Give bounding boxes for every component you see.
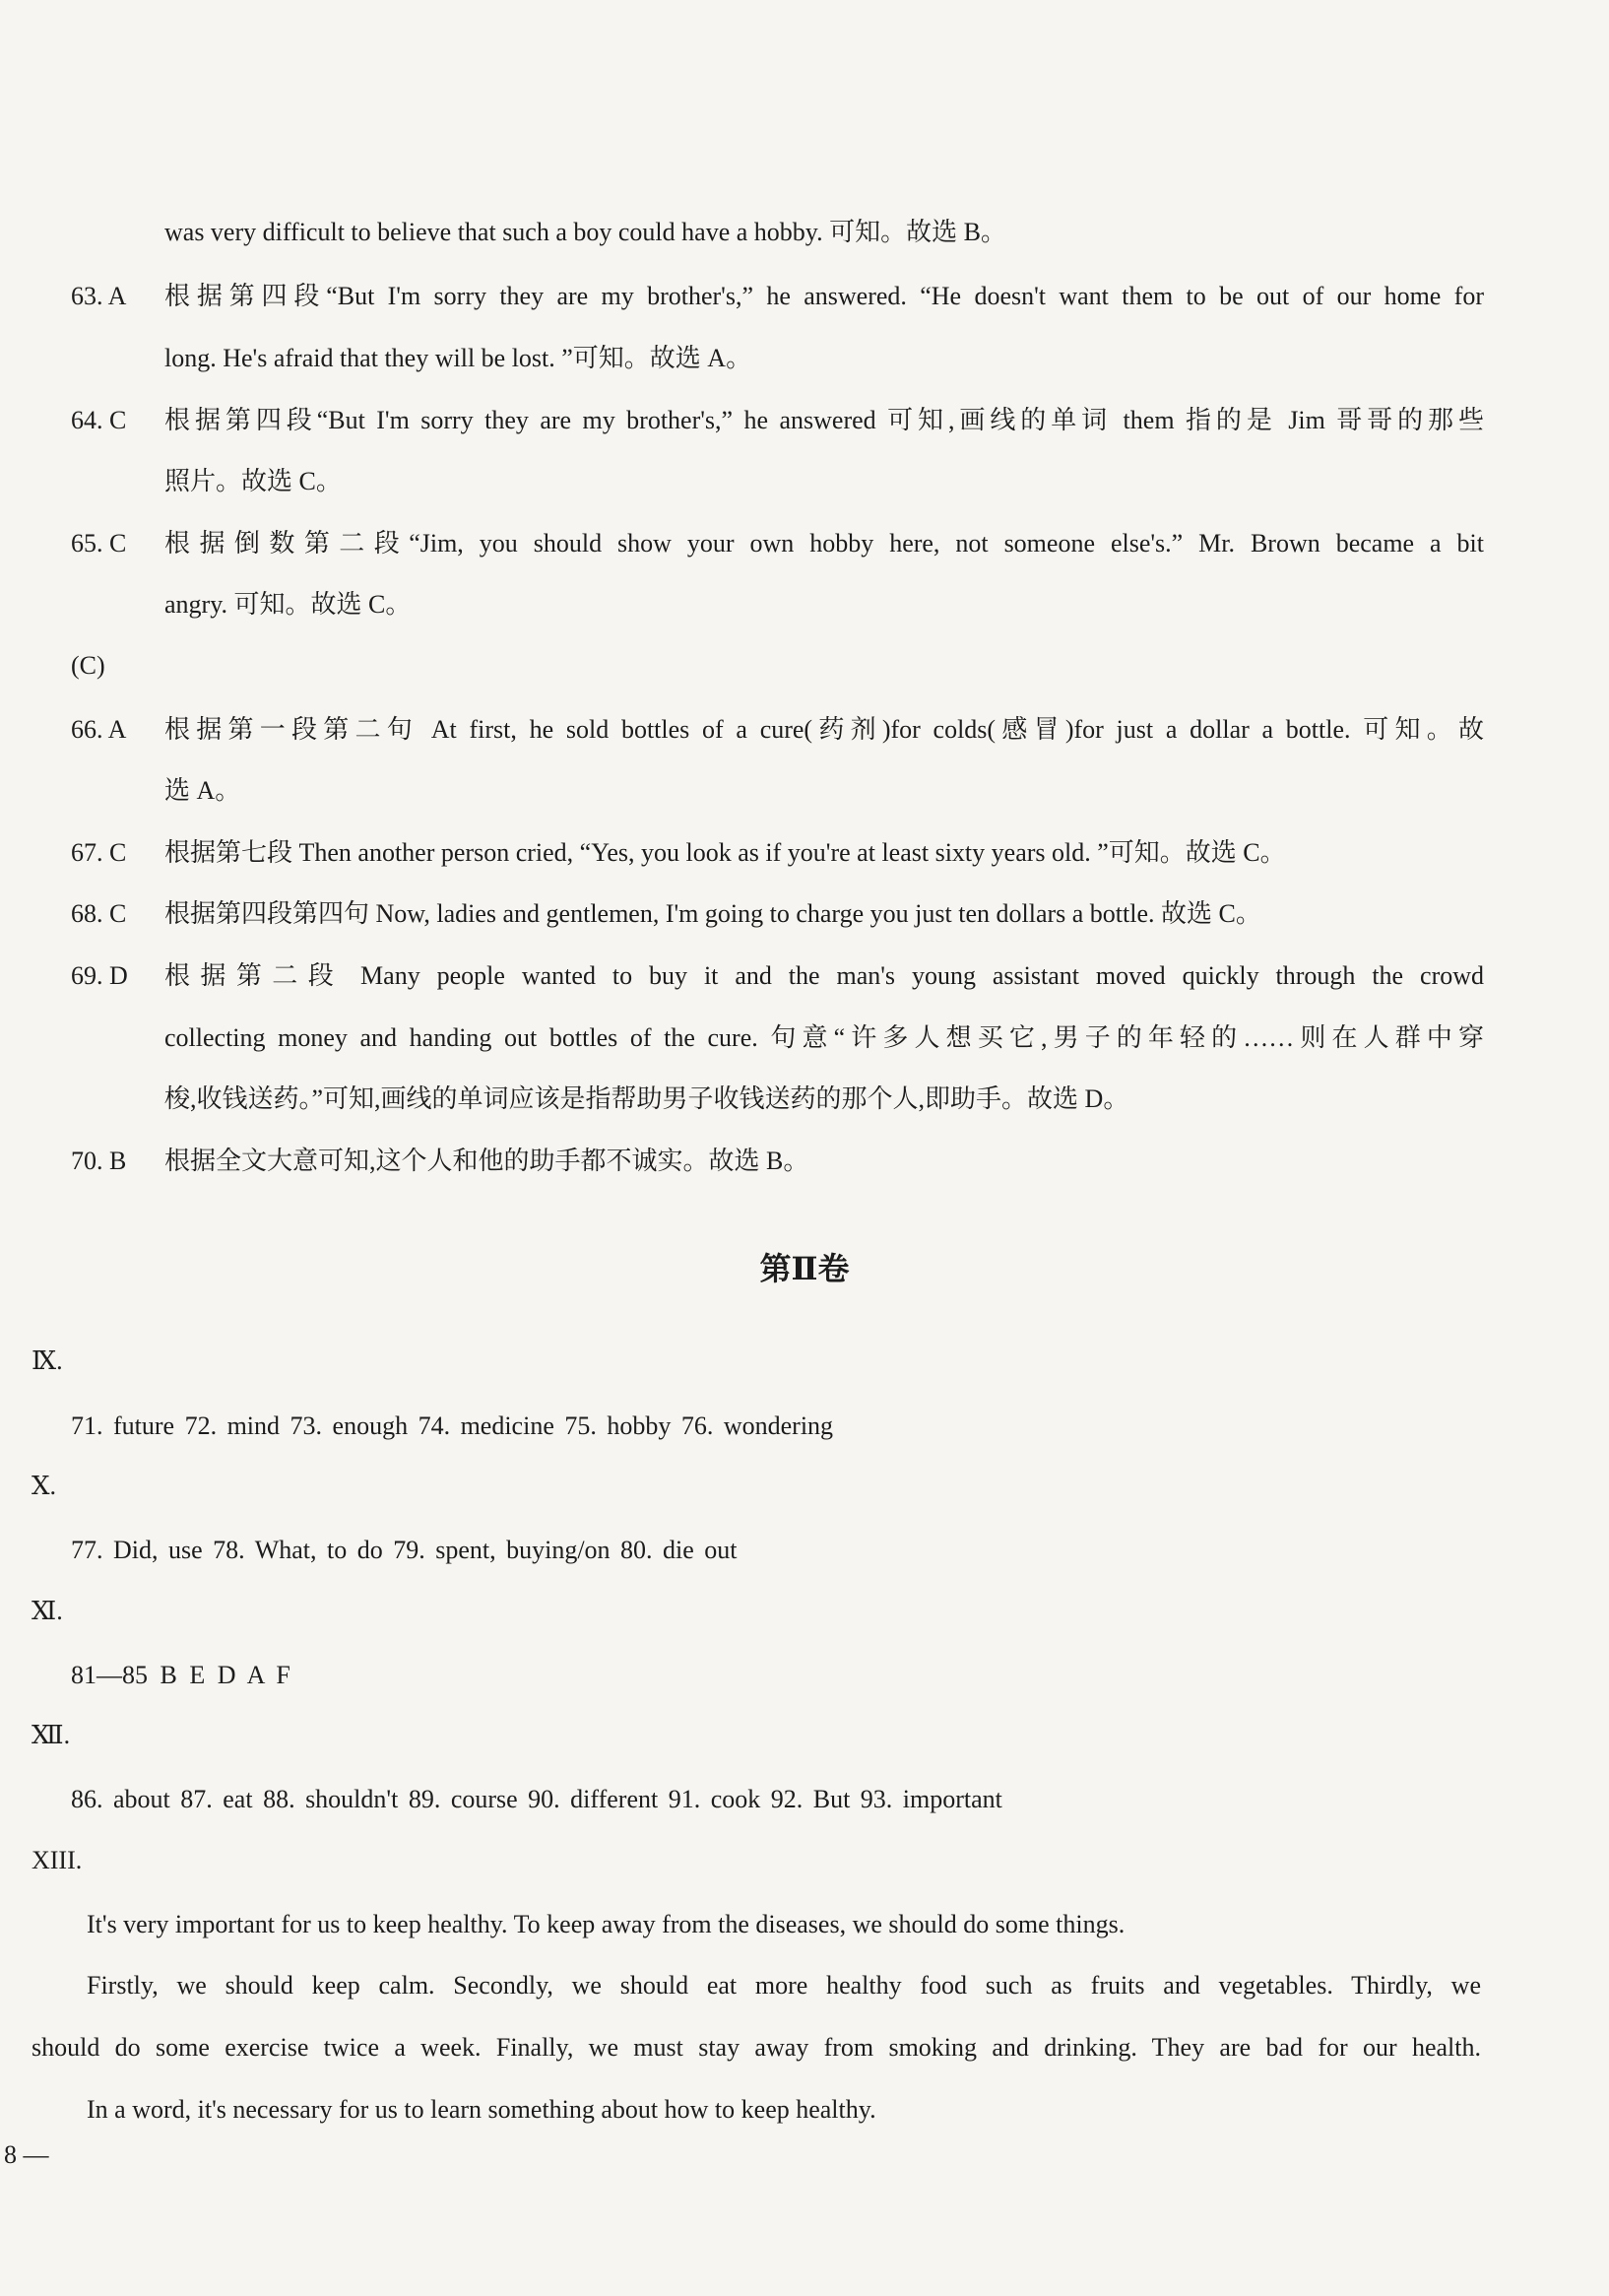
item-number-66: 66. A [71,715,127,744]
section-9-answers: 71. future 72. mind 73. enough 74. medicine 75. hobby 76. wondering [71,1411,834,1440]
section-11-answers: 81—85 B E D A F [71,1661,290,1689]
item-number-65: 65. C [71,529,127,558]
essay-line-4: In a word, it's necessary for us to learn something about how to keep healthy. [87,2095,876,2124]
item-64-line-2: 照片。故选 C。 [164,467,342,495]
essay-line-3: should do some exercise twice a week. Finally, we must stay away from smoking and drinking. They are bad for our health. [32,2033,1481,2062]
section-c-label: (C) [71,651,105,680]
item-number-63: 63. A [71,282,127,310]
item-number-64: 64. C [71,406,127,434]
item-number-67: 67. C [71,838,127,867]
item-63-line-2: long. He's afraid that they will be lost. ”可知。故选 A。 [164,344,752,372]
section-12-label: Ⅻ. [32,1721,71,1749]
section-10-answers: 77. Did, use 78. What, to do 79. spent, buying/on 80. die out [71,1536,738,1564]
section-9-label: Ⅸ. [32,1346,63,1375]
carryover-line: was very difficult to believe that such a boy could have a hobby. 可知。故选 B。 [164,218,1006,246]
item-64-line-1: 根据第四段“But I'm sorry they are my brother's,” he answered 可知,画线的单词 them 指的是 Jim 哥哥的那些 [164,406,1484,434]
essay-line-1: It's very important for us to keep healthy. To keep away from the diseases, we should do some things. [87,1910,1126,1938]
section-10-label: Ⅹ. [32,1472,57,1500]
section-13-label: XIII. [32,1846,83,1874]
item-63-line-1: 根据第四段“But I'm sorry they are my brother's,” he answered. “He doesn't want them to be out of our home for [164,282,1484,310]
item-number-69: 69. D [71,961,128,990]
item-67-line-1: 根据第七段 Then another person cried, “Yes, you look as if you're at least sixty years old. ”可知。故选 C。 [164,838,1286,867]
section-12-answers: 86. about 87. eat 88. shouldn't 89. course 90. different 91. cook 92. But 93. important [71,1785,1002,1813]
item-69-line-2: collecting money and handing out bottles of the cure. 句意“许多人想买它,男子的年轻的……则在人群中穿 [164,1023,1484,1052]
item-66-line-2: 选 A。 [164,776,241,805]
item-65-line-2: angry. 可知。故选 C。 [164,590,412,619]
item-69-line-1: 根据第二段 Many people wanted to buy it and the man's young assistant moved quickly through the crowd [164,961,1484,990]
essay-line-2: Firstly, we should keep calm. Secondly, we should eat more healthy food such as fruits and vegetables. Thirdly, we [87,1971,1481,2000]
item-number-70: 70. B [71,1147,127,1175]
item-66-line-1: 根据第一段第二句 At first, he sold bottles of a cure(药剂)for colds(感冒)for just a dollar a bottle. 可知。故 [164,715,1484,744]
item-number-68: 68. C [71,899,127,928]
item-70-line-1: 根据全文大意可知,这个人和他的助手都不诚实。故选 B。 [164,1147,809,1175]
section-11-label: Ⅺ. [32,1597,63,1625]
item-68-line-1: 根据第四段第四句 Now, ladies and gentlemen, I'm going to charge you just ten dollars a bottle. 故选 C。 [164,899,1261,928]
item-69-line-3: 梭,收钱送药。”可知,画线的单词应该是指帮助男子收钱送药的那个人,即助手。故选 D。 [164,1084,1129,1113]
item-65-line-1: 根据倒数第二段“Jim, you should show your own hobby here, not someone else's.” Mr. Brown became a bit [164,529,1484,558]
page-number: 8 — [4,2140,49,2169]
part-2-title: 第Ⅱ卷 [759,1251,850,1286]
